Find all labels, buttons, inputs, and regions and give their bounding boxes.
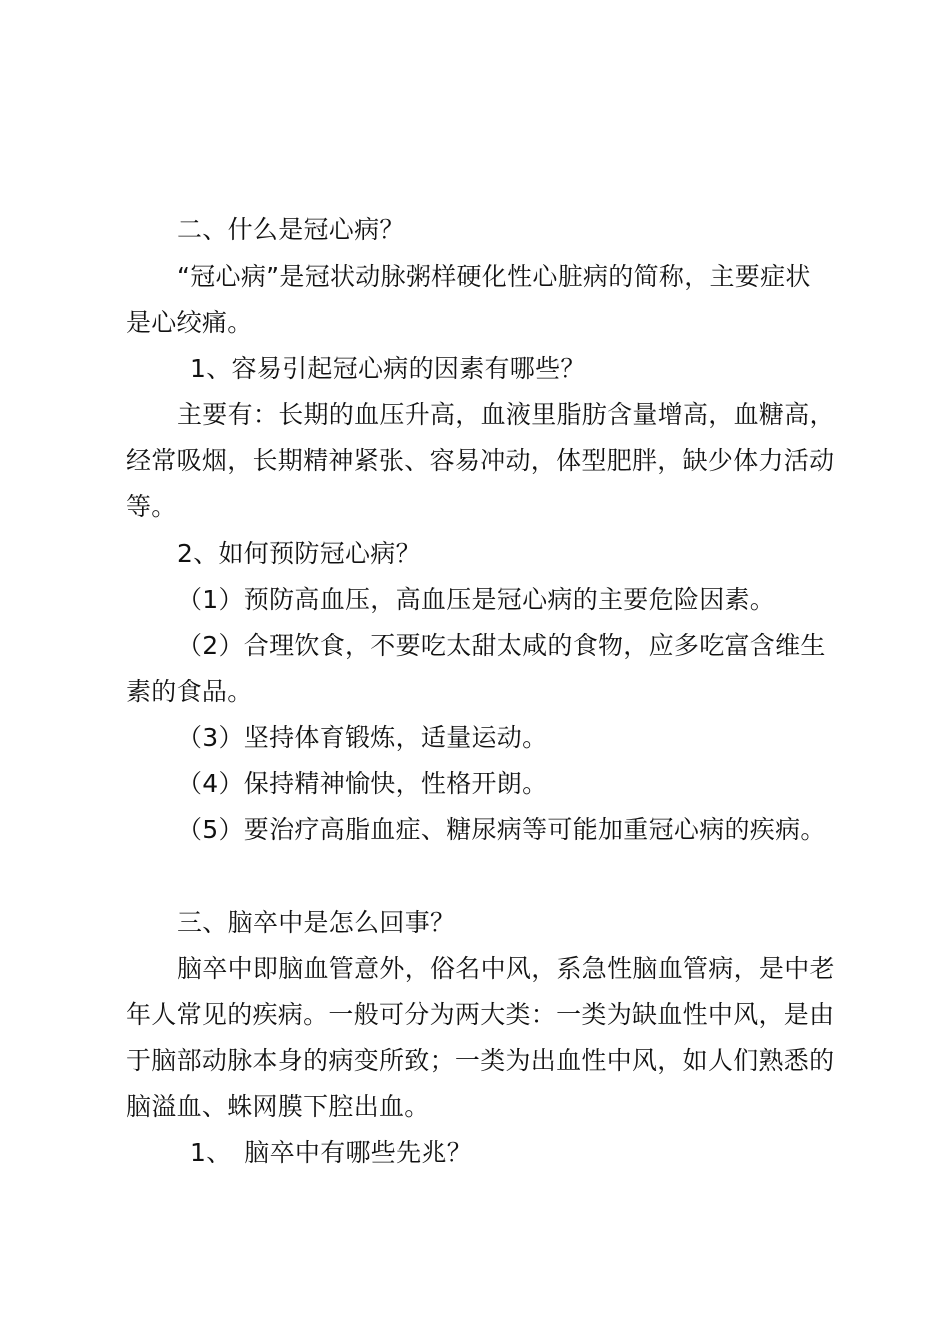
prevention-item-1: （1）预防高血压，高血压是冠心病的主要危险因素。 [177,585,776,614]
section-3-definition-line-2: 年人常见的疾病。一般可分为两大类：一类为缺血性中风，是由 [126,1000,835,1029]
prevention-item-4: （4）保持精神愉快，性格开朗。 [177,769,548,798]
section-3-definition-line-4: 脑溢血、蛛网膜下腔出血。 [126,1092,430,1121]
section-3-heading: 三、脑卒中是怎么回事？ [177,908,456,937]
section-2-heading: 二、什么是冠心病？ [177,215,405,244]
section-2-question-1-answer-line-2: 经常吸烟，长期精神紧张、容易冲动，体型肥胖，缺少体力活动 [126,446,835,475]
prevention-item-5: （5）要治疗高脂血症、糖尿病等可能加重冠心病的疾病。 [177,815,826,844]
prevention-item-2-line-1: （2）合理饮食，不要吃太甜太咸的食物，应多吃富含维生 [177,631,826,660]
section-2-question-2-heading: 2、如何预防冠心病？ [177,539,421,568]
prevention-item-3: （3）坚持体育锻炼，适量运动。 [177,723,548,752]
section-3-definition-line-3: 于脑部动脉本身的病变所致；一类为出血性中风，如人们熟悉的 [126,1046,835,1075]
section-2-definition-line-1: “冠心病”是冠状动脉粥样硬化性心脏病的简称，主要症状 [177,262,811,291]
section-2-question-1-heading: 1、容易引起冠心病的因素有哪些？ [190,354,586,383]
section-2-definition-line-2: 是心绞痛。 [126,308,253,337]
section-2-question-1-answer-line-1: 主要有：长期的血压升高，血液里脂肪含量增高，血糖高， [177,400,835,429]
prevention-item-2-line-2: 素的食品。 [126,677,253,706]
section-3-definition-line-1: 脑卒中即脑血管意外，俗名中风，系急性脑血管病，是中老 [177,954,835,983]
section-3-question-1-heading: 1、 脑卒中有哪些先兆？ [190,1138,473,1167]
section-2-question-1-answer-line-3: 等。 [126,492,177,521]
